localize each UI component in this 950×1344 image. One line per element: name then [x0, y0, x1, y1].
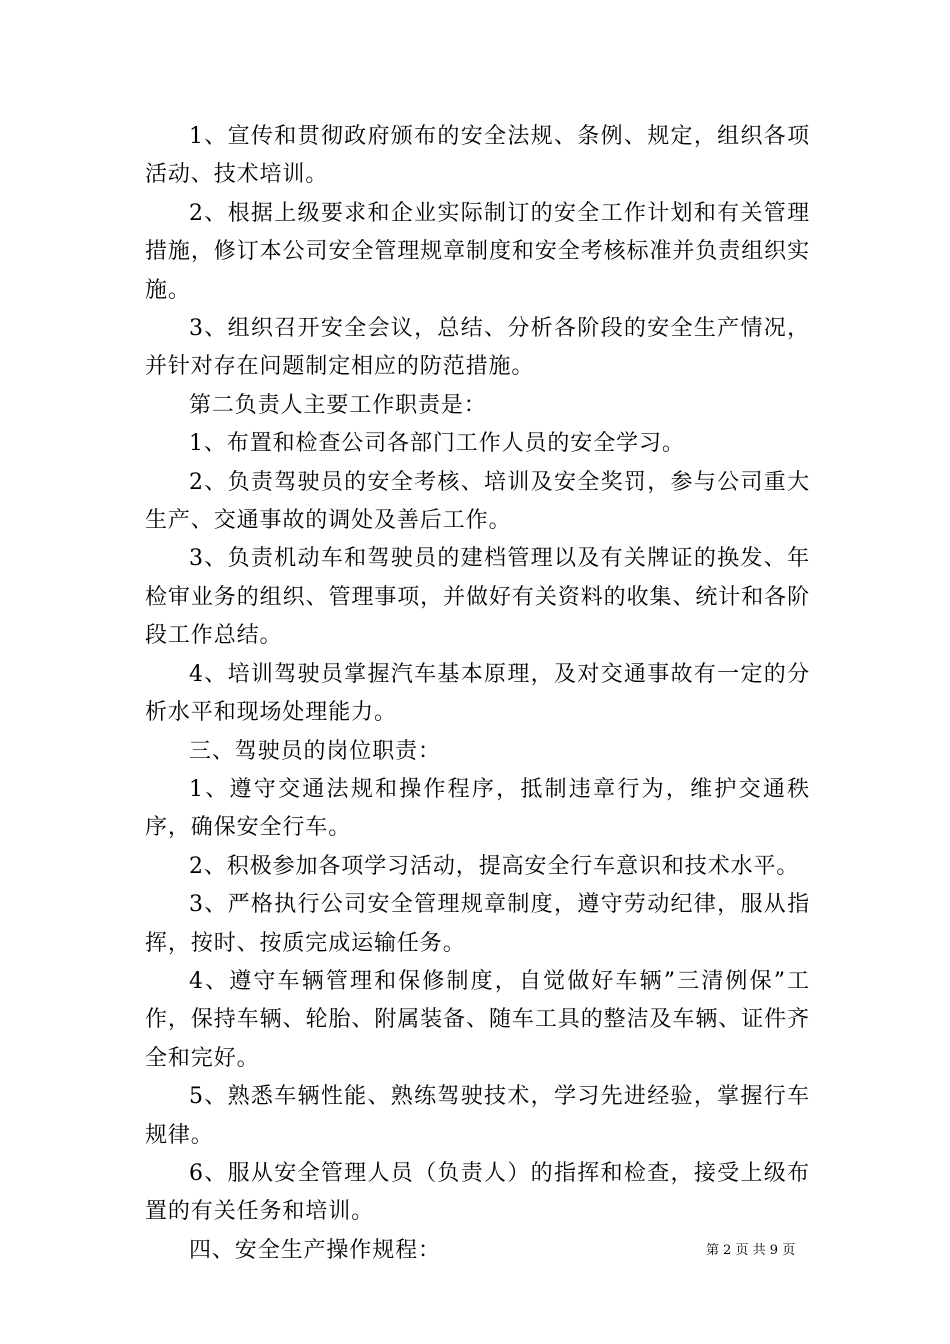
paragraph: 1、布置和检查公司各部门工作人员的安全学习。 [189, 431, 685, 457]
section-heading: 四、安全生产操作规程： [189, 1237, 441, 1263]
paragraph: 3、严格执行公司安全管理规章制度，遵守劳动纪律，服从指挥，按时、按质完成运输任务。 [145, 892, 810, 956]
paragraph: 2、根据上级要求和企业实际制订的安全工作计划和有关管理措施，修订本公司安全管理规章制度和安全考核标准并负责组织实施。 [145, 200, 810, 303]
paragraph: 1、宣传和贯彻政府颁布的安全法规、条例、规定，组织各项活动、技术培训。 [145, 124, 810, 188]
paragraph: 3、负责机动车和驾驶员的建档管理以及有关牌证的换发、年检审业务的组织、管理事项，并做好有关资料的收集、统计和各阶段工作总结。 [145, 546, 810, 649]
paragraph: 6、服从安全管理人员（负责人）的指挥和检查，接受上级布置的有关任务和培训。 [145, 1160, 810, 1225]
section-heading: 第二负责人主要工作职责是： [189, 392, 487, 418]
paragraph: 1、遵守交通法规和操作程序，抵制违章行为，维护交通秩序，确保安全行车。 [145, 776, 810, 841]
document-body [145, 118, 810, 1270]
paragraph: 3、组织召开安全会议，总结、分析各阶段的安全生产情况，并针对存在问题制定相应的防范措施。 [145, 316, 810, 380]
paragraph: 5、熟悉车辆性能、熟练驾驶技术，学习先进经验，掌握行车规律。 [145, 1084, 810, 1148]
paragraph: 2、负责驾驶员的安全考核、培训及安全奖罚，参与公司重大生产、交通事故的调处及善后工作。 [145, 469, 810, 534]
paragraph: 4、培训驾驶员掌握汽车基本原理，及对交通事故有一定的分析水平和现场处理能力。 [145, 661, 810, 726]
paragraph: 4、遵守车辆管理和保修制度，自觉做好车辆”三清例保”工作，保持车辆、轮胎、附属装备、随车工具的整洁及车辆、证件齐全和完好。 [145, 968, 810, 1071]
section-heading: 三、驾驶员的岗位职责： [189, 738, 441, 764]
page-number: 第 2 页 共 9 页 [706, 1243, 796, 1258]
paragraph: 2、积极参加各项学习活动，提高安全行车意识和技术水平。 [189, 853, 800, 879]
